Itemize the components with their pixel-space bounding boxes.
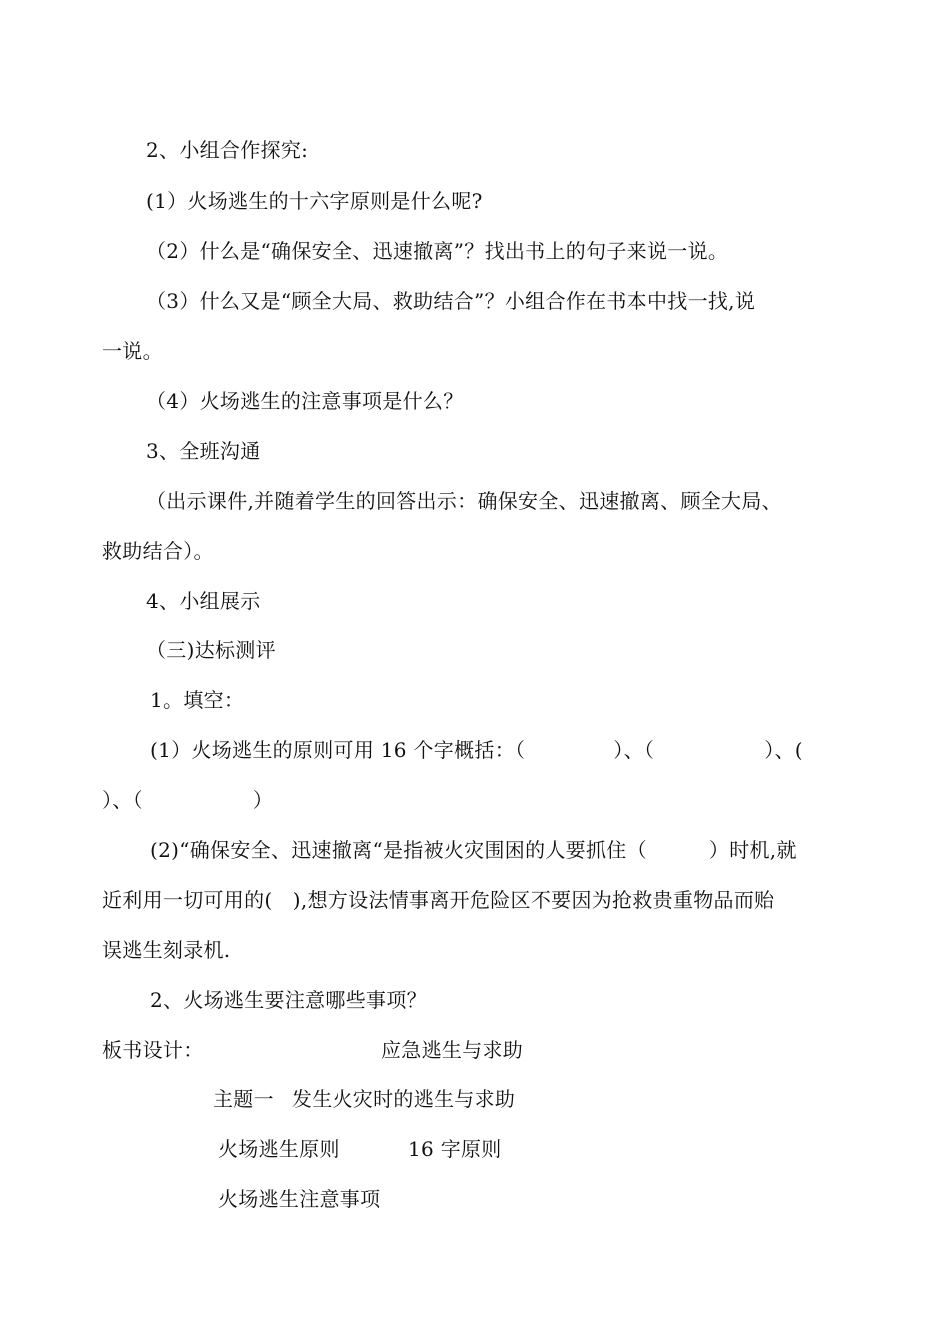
board-topic-line <box>213 1085 515 1113</box>
board-topic-number: 主题一 <box>213 1087 274 1111</box>
fill-blank-2-text: (2)“确保安全、迅速撤离“是指被火灾围困的人要抓住（ <box>150 838 647 862</box>
courseware-note-line-2: 救助结合）。 <box>102 539 214 563</box>
fill-blank-2-line-2: 近利用一切可用的( ),想方设法情事离开危险区不要因为抢救贵重物品而贻 <box>102 888 775 912</box>
fill-blank-2-line-3: 误逃生刻录机. <box>102 938 231 962</box>
board-attention-items: 火场逃生注意事项 <box>218 1187 381 1211</box>
question-2: （2）什么是“确保安全、迅速撤离”？找出书上的句子来说一说。 <box>146 239 729 263</box>
fill-blank-1-line-2 <box>102 786 273 814</box>
board-topic-title: 发生火灾时的逃生与求助 <box>291 1087 516 1111</box>
question-1: (1）火场逃生的十六字原则是什么呢? <box>146 189 483 213</box>
fill-blank-1-line-1 <box>150 736 803 764</box>
question-3-line-2: 一说。 <box>102 339 163 363</box>
fill-blank-1-end: ） <box>252 788 274 812</box>
fill-blank-1-sep: ）、（ <box>613 738 655 762</box>
courseware-note-line-1: （出示课件,并随着学生的回答出示：确保安全、迅速撤离、顾全大局、 <box>146 489 782 513</box>
section-4-heading: 4、小组展示 <box>146 589 261 613</box>
fill-blank-2-text-end: ）时机,就 <box>708 838 797 862</box>
fill-blank-1-sep: ）、( <box>764 738 803 762</box>
fill-blank-heading: 1。填空： <box>150 688 245 712</box>
question-attention-items: 2、火场逃生要注意哪些事项？ <box>150 988 427 1012</box>
question-3-line-1: （3）什么又是“顾全大局、救助结合”？小组合作在书本中找一找,说 <box>146 289 756 313</box>
board-principle-value: 16 字原则 <box>408 1137 502 1161</box>
assessment-heading: （三)达标测评 <box>146 638 276 662</box>
fill-blank-2-line-1 <box>150 836 797 864</box>
fill-blank-1-text: (1）火场逃生的原则可用 16 个字概括：（ <box>150 738 526 762</box>
section-3-heading: 3、全班沟通 <box>146 439 261 463</box>
question-4: （4）火场逃生的注意事项是什么？ <box>146 389 464 413</box>
board-design-label: 板书设计： <box>102 1038 204 1062</box>
board-design-title: 应急逃生与求助 <box>381 1038 524 1062</box>
fill-blank-1-sep: ）、（ <box>102 788 143 812</box>
section-2-heading: 2、小组合作探究: <box>146 138 309 162</box>
board-principle-label: 火场逃生原则 <box>218 1137 340 1161</box>
